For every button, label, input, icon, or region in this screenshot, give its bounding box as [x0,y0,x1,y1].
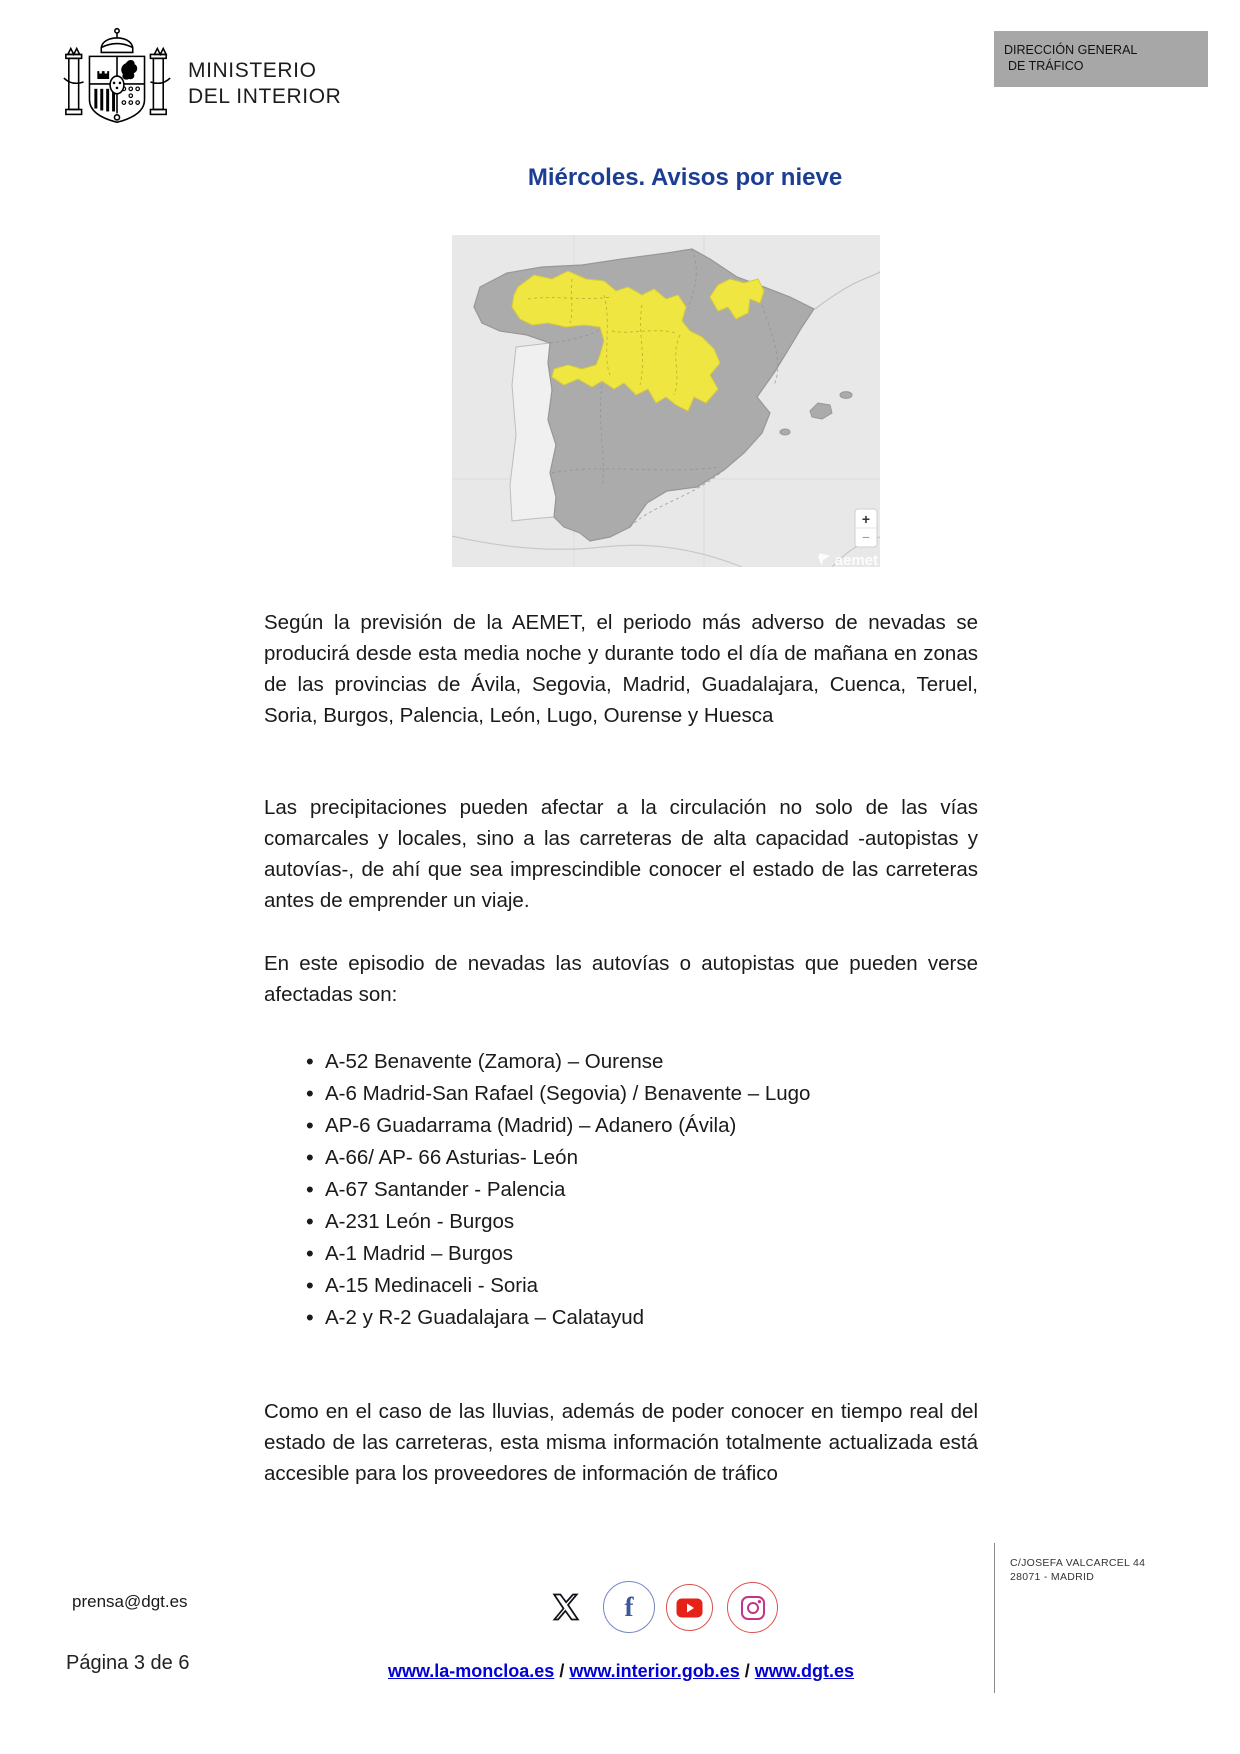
address-line2: 28071 - MADRID [1010,1571,1095,1583]
paragraph-roads-intro: En este episodio de nevadas las autovías o autopistas que pueden verse afectadas son: [264,952,978,1006]
paragraph-closing: Como en el caso de las lluvias, además de poder conocer en tiempo real del estado de las carreteras, esta misma información totalmente actualizada está accesible para los proveedores de información de tráfico [264,1400,978,1485]
road-item: • A-67 Santander - Palencia [306,1174,926,1206]
road-item: • A-15 Medinaceli - Soria [306,1270,926,1302]
map-zoom-control[interactable] [855,509,877,547]
x-twitter-icon[interactable] [548,1589,584,1625]
road-item: • A-2 y R-2 Guadalajara – Calatayud [306,1302,926,1334]
link-separator: / [554,1661,570,1681]
link-la-moncloa[interactable]: www.la-moncloa.es [387,1661,555,1681]
paragraph-precipitations: Las precipitaciones pueden afectar a la circulación no solo de las vías comarcales y locales, sino a las carreteras de alta capacidad -autopistas y autovías-, de ahí que sea imprescindible conocer el estado de las carreteras antes de emprender un viaje. [264,796,978,912]
footer-address [1010,1556,1145,1584]
ministry-line1: MINISTERIO [188,59,317,82]
map-zoom-out-button[interactable]: − [861,529,871,545]
department-line1: DIRECCIÓN GENERAL [1004,43,1138,57]
aemet-watermark-text: aemet [834,552,878,567]
road-item: • A-66/ AP- 66 Asturias- León [306,1142,926,1174]
x-logo-glyph [551,1592,581,1622]
road-item: • A-1 Madrid – Burgos [306,1238,926,1270]
instagram-icon[interactable] [727,1582,778,1633]
footer-divider [994,1543,995,1693]
road-item: • A-231 León - Burgos [306,1206,926,1238]
link-interior[interactable]: www.interior.gob.es [569,1661,740,1681]
ministry-line2: DEL INTERIOR [188,85,342,108]
department-banner [994,31,1208,87]
link-separator: / [739,1661,755,1681]
youtube-icon[interactable] [666,1584,713,1631]
spain-coat-of-arms-logo [58,22,176,136]
aemet-warning-map [452,235,880,567]
road-item: • A-6 Madrid-San Rafael (Segovia) / Benavente – Lugo [306,1078,926,1110]
facebook-f-glyph: f [624,1591,634,1622]
instagram-glyph [740,1595,766,1621]
road-item: • A-52 Benavente (Zamora) – Ourense [306,1046,926,1078]
ministry-name [188,58,341,110]
youtube-glyph [676,1598,703,1618]
paragraph-forecast: Según la previsión de la AEMET, el periodo más adverso de nevadas se producirá desde esta media noche y durante todo el día de mañana en zonas de las provincias de Ávila, Segovia, Madrid, Guadalajara, Cuenca, Teruel, Soria, Burgos, Palencia, León, Lugo, Ourense y Huesca [264,611,978,727]
facebook-icon[interactable] [603,1581,655,1633]
link-dgt[interactable]: www.dgt.es [754,1661,855,1681]
page-title: Miércoles. Avisos por nieve [527,164,843,191]
spain-map-image [452,235,880,567]
address-line1: C/JOSEFA VALCARCEL 44 [1010,1557,1146,1569]
map-zoom-in-button[interactable]: + [861,511,871,527]
footer-links [264,1661,978,1682]
press-email: prensa@dgt.es [72,1592,188,1611]
road-item: • AP-6 Guadarrama (Madrid) – Adanero (Ávila) [306,1110,926,1142]
affected-roads-list [306,1046,926,1334]
department-line2: DE TRÁFICO [1008,59,1084,73]
page-indicator: Página 3 de 6 [66,1652,190,1674]
